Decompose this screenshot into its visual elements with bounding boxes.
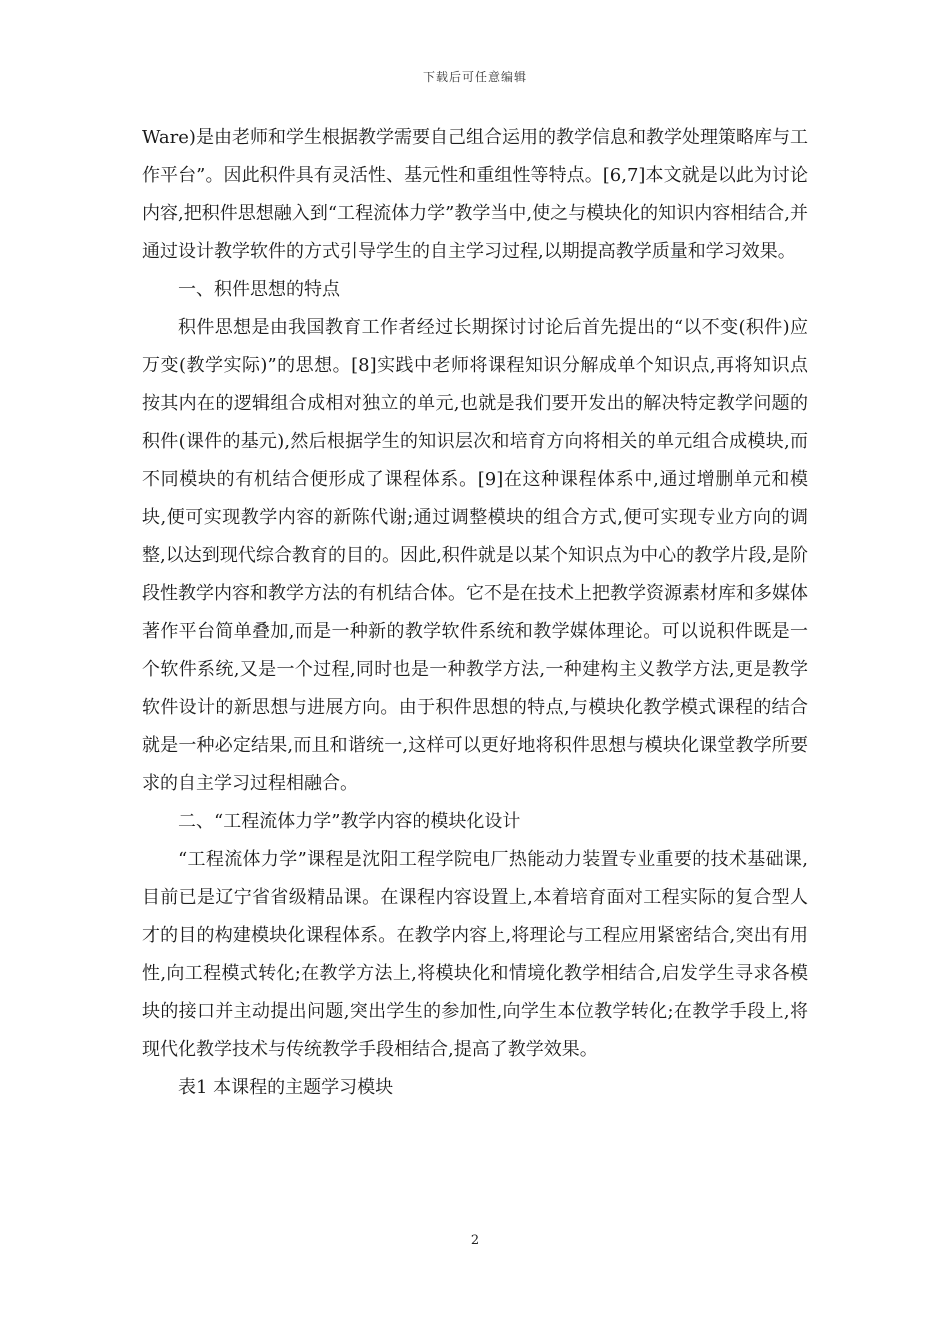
- page-header: 下载后可任意编辑: [422, 70, 527, 84]
- table-caption: 表1 本课程的主题学习模块: [178, 1077, 394, 1098]
- paragraph-course-modules: “工程流体力学”课程是沈阳工程学院电厂热能动力装置专业重要的技术基础课,目前已是辽宁省省级精品课。在课程内容设置上,本着培育面对工程实际的复合型人才的目的构建模块化课程体系。在教学内容上,将理论与工程应用紧密结合,突出有用性,向工程模式转化;在教学方法上,将模块化和情境化教学相结合,启发学生寻求各模块的接口并主动提出问题,突出学生的参加性,向学生本位教学转化;在教学手段上,将现代化教学技术与传统教学手段相结合,提高了教学效果。: [142, 849, 808, 1060]
- section-heading-2: 二、“工程流体力学”教学内容的模块化设计: [178, 811, 521, 832]
- paragraph-jijian-features: 积件思想是由我国教育工作者经过长期探讨讨论后首先提出的“以不变(积件)应万变(教学实际)”的思想。[8]实践中老师将课程知识分解成单个知识点,再将知识点按其内在的逻辑组合成相对独立的单元,也就是我们要开发出的解决特定教学问题的积件(课件的基元),然后根据学生的知识层次和培育方向将相关的单元组合成模块,而不同模块的有机结合便形成了课程体系。[9]在这种课程体系中,通过增删单元和模块,便可实现教学内容的新陈代谢;通过调整模块的组合方式,便可实现专业方向的调整,以达到现代综合教育的目的。因此,积件就是以某个知识点为中心的教学片段,是阶段性教学内容和教学方法的有机结合体。它不是在技术上把教学资源素材库和多媒体著作平台简单叠加,而是一种新的教学软件系统和教学媒体理论。可以说积件既是一个软件系统,又是一个过程,同时也是一种教学方法,一种建构主义教学方法,更是教学软件设计的新思想与进展方向。由于积件思想的特点,与模块化教学模式课程的结合就是一种必定结果,而且和谐统一,这样可以更好地将积件思想与模块化课堂教学所要求的自主学习过程相融合。: [142, 317, 808, 794]
- paragraph-intro: Ware)是由老师和学生根据教学需要自己组合运用的教学信息和教学处理策略库与工作平台”。因此积件具有灵活性、基元性和重组性等特点。[6,7]本文就是以此为讨论内容,把积件思想融入到“工程流体力学”教学当中,使之与模块化的知识内容相结合,并通过设计教学软件的方式引导学生的自主学习过程,以期提高教学质量和学习效果。: [142, 127, 808, 262]
- document-body: [142, 119, 808, 1107]
- section-heading-1: 一、积件思想的特点: [178, 279, 340, 300]
- page-number: 2: [470, 1233, 480, 1248]
